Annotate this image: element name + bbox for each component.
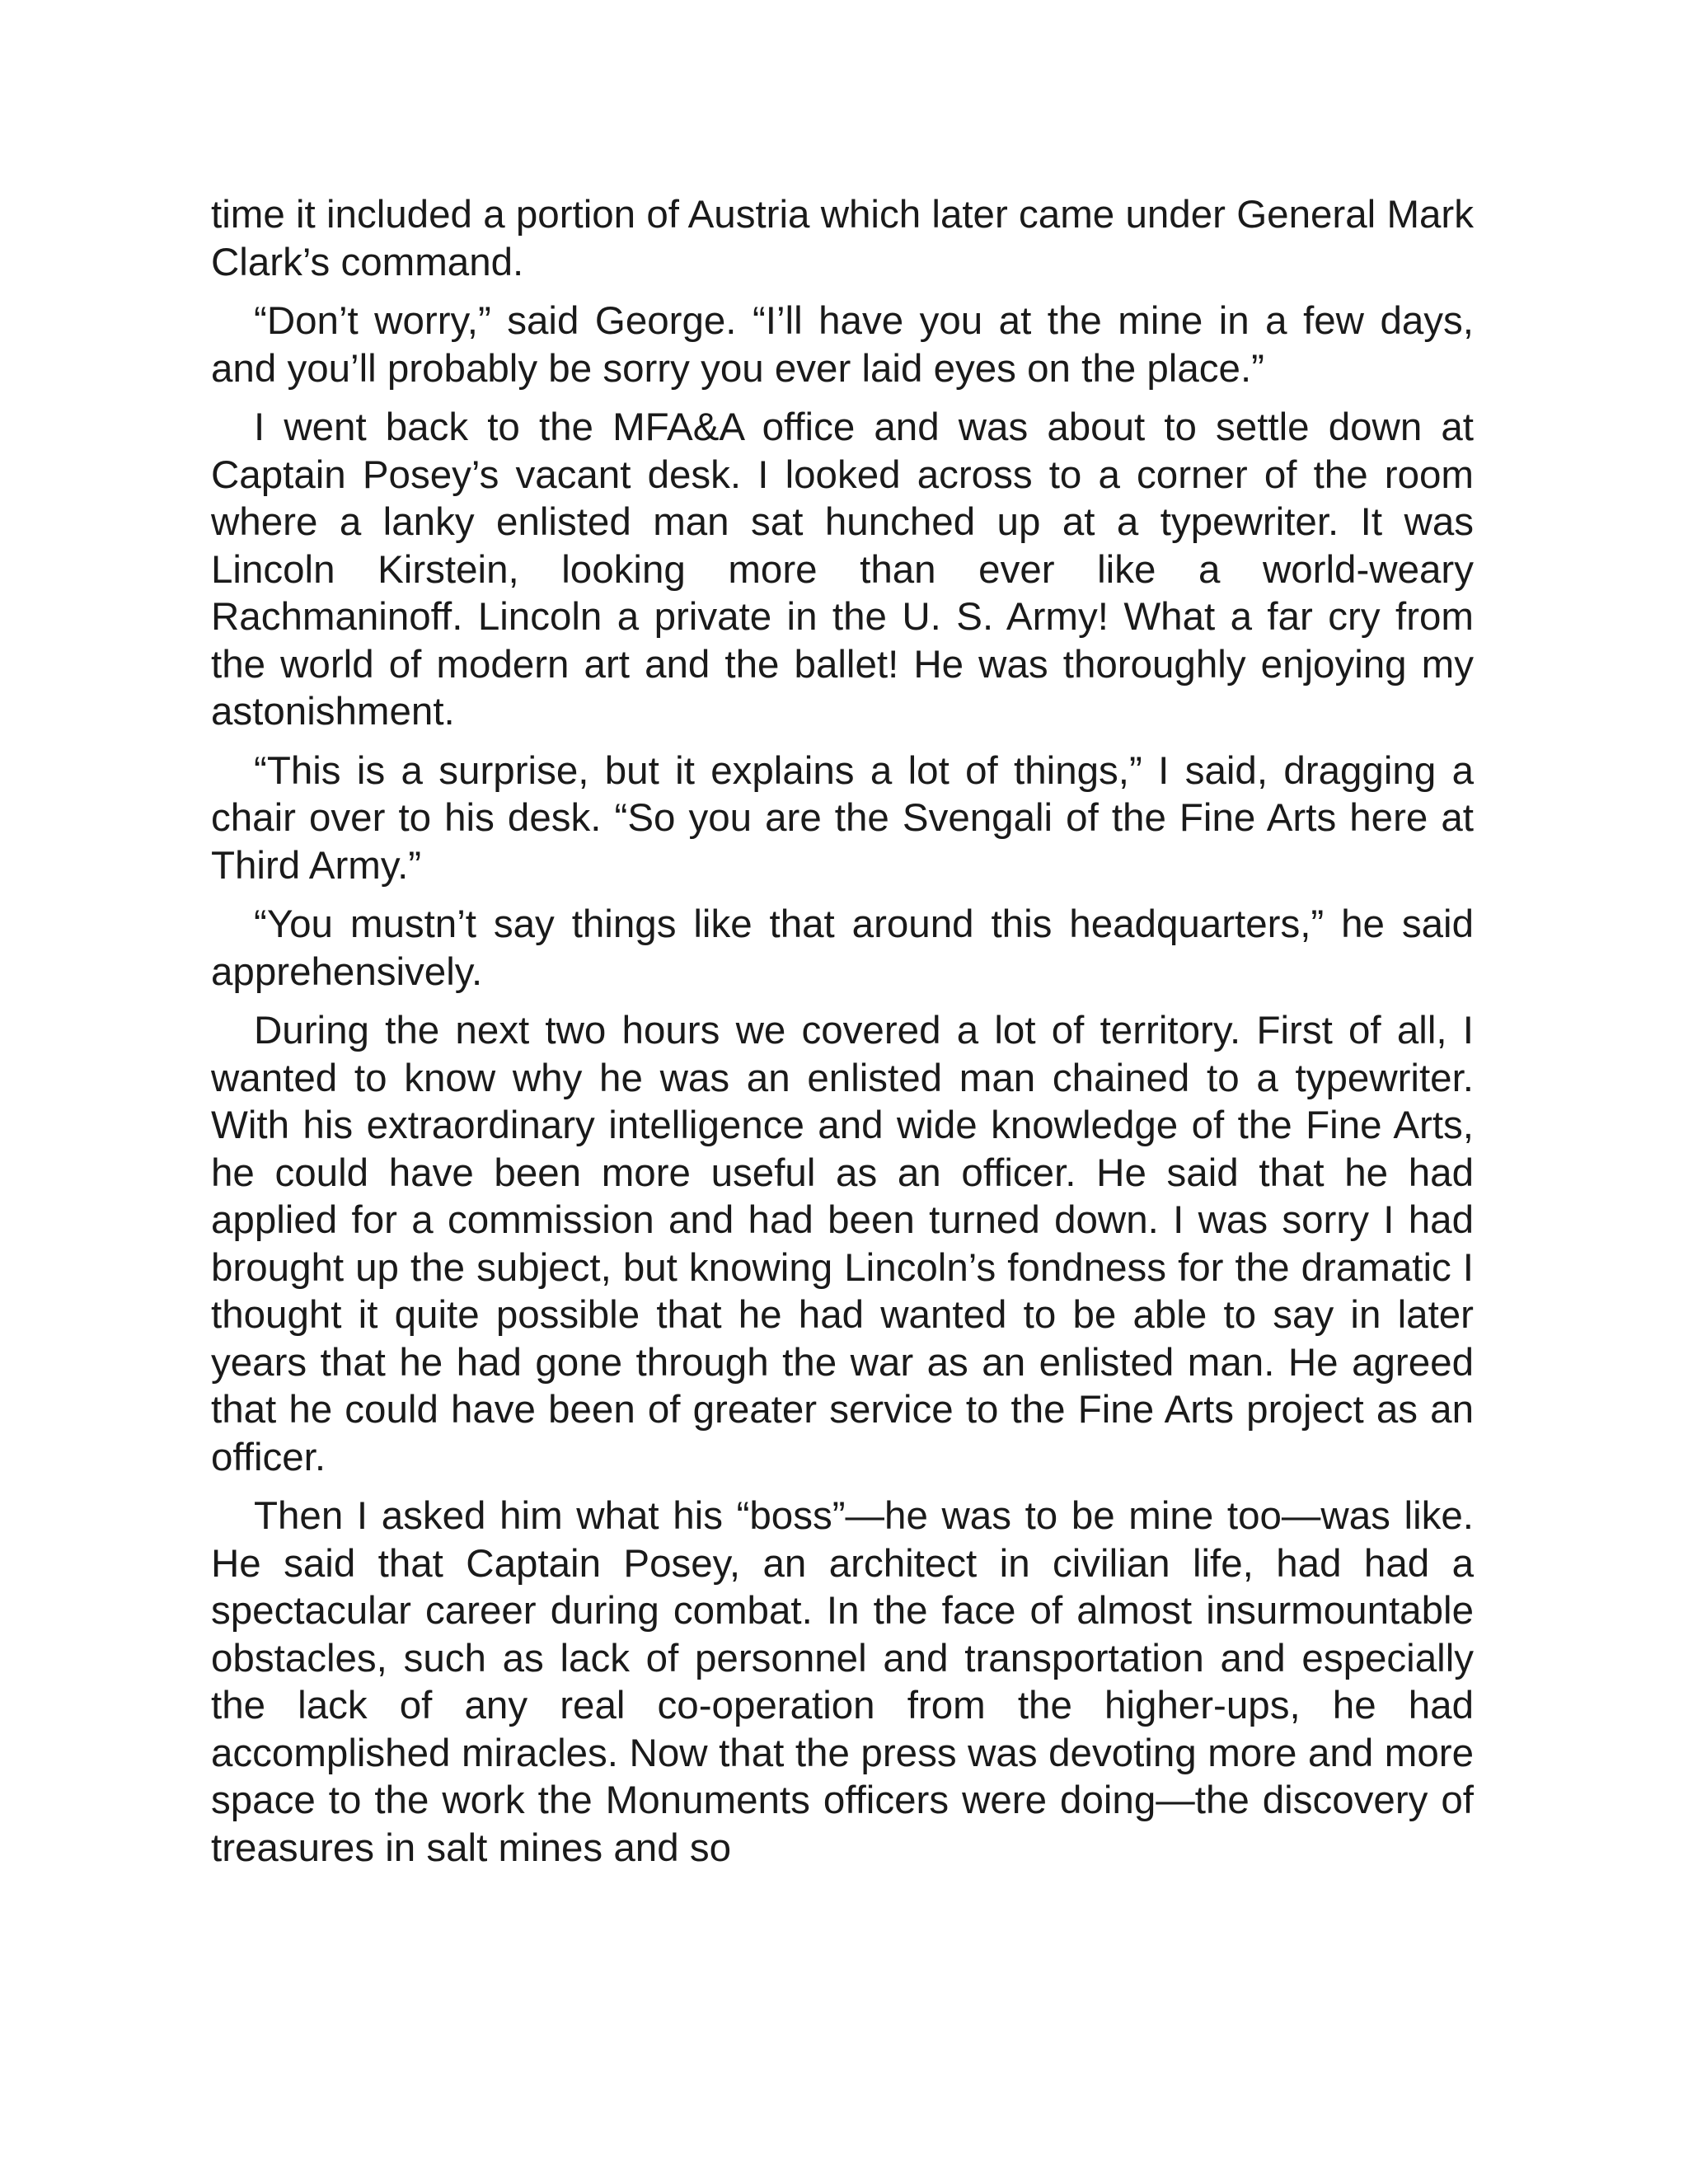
paragraph-4: “This is a surprise, but it explains a lot of things,” I said, dragging a chair over to his desk. “So you are the Svengali of the Fine Arts here at Third Army.” [211, 748, 1474, 888]
paragraph-6: During the next two hours we covered a lot of territory. First of all, I wanted to know why he was an enlisted man chained to a typewriter. With his extraordinary intelligence and wide knowledge of the Fine Arts, he could have been more useful as an officer. He said that he had applied for a commission and had been turned down. I was sorry I had brought up the subject, but knowing Lincoln’s fondness for the dramatic I thought it quite possible that he had wanted to be able to say in later years that he had gone through the war as an enlisted man. He agreed that he could have been of greater service to the Fine Arts project as an officer. [211, 1009, 1474, 1479]
paragraph-2: “Don’t worry,” said George. “I’ll have you at the mine in a few days, and you’ll probably be sorry you ever laid eyes on the place.” [211, 299, 1474, 391]
paragraph-7: Then I asked him what his “boss”—he was to be mine too—was like. He said that Captain Posey, an architect in civilian life, had had a spectacular career during combat. In the face of almost insurmountable obstacles, such as lack of personnel and transportation and especially the lack of any real co-operation from the higher-ups, he had accomplished miracles. Now that the press was devoting more and more space to the work the Monuments officers were doing—the discovery of treasures in salt mines and so [211, 1494, 1474, 1870]
body-text [211, 191, 1474, 1883]
paragraph-5: “You mustn’t say things like that around this headquarters,” he said apprehensively. [211, 902, 1474, 994]
paragraph-3: I went back to the MFA&A office and was about to settle down at Captain Posey’s vacant desk. I looked across to a corner of the room where a lanky enlisted man sat hunched up at a typewriter. It was Lincoln Kirstein, looking more than ever like a world-weary Rachmaninoff. Lincoln a private in the U. S. Army! What a far cry from the world of modern art and the ballet! He was thoroughly enjoying my astonishment. [211, 405, 1474, 733]
paragraph-1: time it included a portion of Austria which later came under General Mark Clark’s command. [211, 193, 1474, 284]
